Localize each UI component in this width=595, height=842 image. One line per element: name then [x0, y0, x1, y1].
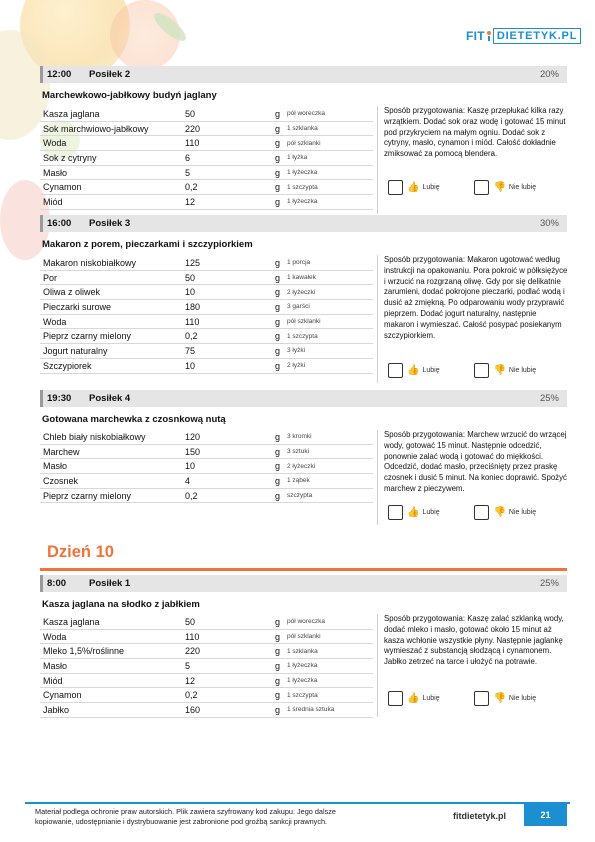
meal-percent: 25% [539, 393, 559, 404]
ingredient-measure: pół woreczka [287, 618, 325, 626]
ingredient-row [40, 166, 373, 181]
ingredient-measure: 1 kawałek [287, 274, 316, 282]
ingredient-row [40, 122, 373, 137]
recipe-title: Makaron z porem, pieczarkami i szczypiorkiem [42, 239, 253, 250]
ingredient-row [40, 615, 373, 630]
ingredient-measure: 1 szczypta [287, 691, 318, 699]
ingredient-unit: g [274, 475, 280, 486]
recipe-title: Kasza jaglana na słodko z jabłkiem [42, 599, 200, 610]
meal-time: 8:00 [47, 578, 67, 589]
meal-name: Posiłek 2 [89, 69, 131, 80]
ingredient-row [40, 630, 373, 645]
ingredient-qty: 12 [185, 196, 196, 207]
ingredient-name: Szczypiorek [43, 360, 92, 371]
ingredient-measure: 1 szklanka [287, 125, 318, 133]
ingredient-qty: 125 [185, 257, 201, 268]
recipe-title: Gotowana marchewka z czosnkową nutą [42, 414, 226, 425]
ingredient-row [40, 300, 373, 315]
meal-header [40, 575, 567, 592]
ingredient-name: Kasza jaglana [43, 108, 100, 119]
dislike-label: Nie lubię [508, 367, 537, 374]
ingredients-table [40, 430, 373, 503]
ingredient-qty: 10 [185, 461, 196, 472]
ingredient-unit: g [274, 196, 280, 207]
ingredient-unit: g [274, 152, 280, 163]
ingredient-name: Sok marchwiowo-jabłkowy [43, 123, 149, 134]
ingredient-row [40, 151, 373, 166]
ingredient-row [40, 474, 373, 489]
day-divider [40, 568, 567, 571]
meal-time: 19:30 [47, 393, 72, 404]
ingredient-measure: 1 łyżeczka [287, 677, 318, 685]
ingredient-name: Masło [43, 167, 68, 178]
ingredient-row [40, 315, 373, 330]
ingredient-name: Woda [43, 316, 67, 327]
ingredient-row [40, 180, 373, 195]
ingredient-measure: 3 kromki [287, 433, 312, 441]
ingredient-name: Chleb biały niskobiałkowy [43, 431, 146, 442]
ingredient-qty: 160 [185, 704, 201, 715]
ingredient-name: Mleko 1,5%/roślinne [43, 646, 125, 657]
ingredient-row [40, 271, 373, 286]
ingredient-row [40, 644, 373, 659]
thumbs-up-icon: 👍 [407, 507, 420, 518]
ingredient-unit: g [274, 123, 280, 134]
ingredient-qty: 180 [185, 301, 201, 312]
ingredient-measure: 2 łyżki [287, 362, 306, 370]
ingredient-name: Marchew [43, 446, 80, 457]
ingredient-unit: g [274, 108, 280, 119]
ingredient-qty: 150 [185, 446, 201, 457]
rating-controls [388, 691, 561, 706]
ingredient-qty: 5 [185, 167, 191, 178]
like-checkbox[interactable] [388, 363, 403, 378]
ingredient-qty: 110 [185, 138, 200, 149]
page-number: 21 [524, 804, 567, 826]
like-checkbox[interactable] [388, 691, 403, 706]
ingredient-unit: g [274, 631, 280, 642]
ingredient-name: Masło [43, 660, 68, 671]
ingredient-qty: 12 [185, 675, 196, 686]
ingredient-measure: 2 łyżeczki [287, 288, 316, 296]
preparation-text: Sposób przygotowania: Makaron ugotować według instrukcji na opakowaniu. Pora pokroić w półksiężyce i wrzucić na rozgrzaną oliwę. Gdy por się delikatnie zarumieni, dodać pokrojone pieczarki, podlać wodą i dusić aż zmiękną. Po odparowaniu wody przyprawić pieprzem. Dodać jogurt naturalny, następnie makaron i wymieszać. Całość posypać posiekanym szczypiorkiem. [377, 255, 568, 383]
ingredient-row [40, 359, 373, 374]
like-checkbox[interactable] [388, 180, 403, 195]
ingredient-name: Woda [43, 138, 67, 149]
ingredient-unit: g [274, 345, 280, 356]
ingredients-table [40, 107, 373, 210]
logo-fit-text: FIT [466, 29, 485, 43]
ingredient-row [40, 256, 373, 271]
ingredient-qty: 50 [185, 108, 196, 119]
ingredient-unit: g [274, 616, 280, 627]
meal-name: Posiłek 1 [89, 578, 131, 589]
logo-dietetyk-text: DIETETYK.PL [493, 28, 581, 44]
ingredient-unit: g [274, 287, 280, 298]
ingredient-name: Czosnek [43, 475, 79, 486]
ingredient-name: Pieczarki surowe [43, 301, 112, 312]
ingredient-name: Jogurt naturalny [43, 345, 108, 356]
ingredient-qty: 0,2 [185, 690, 198, 701]
ingredient-row [40, 195, 373, 210]
dislike-checkbox[interactable] [474, 691, 489, 706]
ingredient-qty: 220 [185, 646, 201, 657]
ingredient-qty: 75 [185, 345, 196, 356]
ingredient-row [40, 107, 373, 122]
ingredient-name: Cynamon [43, 182, 82, 193]
ingredient-qty: 110 [185, 316, 200, 327]
ingredient-qty: 220 [185, 123, 201, 134]
preparation-text: Sposób przygotowania: Marchew wrzucić do wrzącej wody, gotować 15 minut. Następnie odcedzić, ponownie zalać wodą i gotować do miękkości. Odcedzić, dodać masło, przeciśnięty przez praskę czosnek i dusić 5 minut. Na koniec doprawić. Spożyć marchew z pieczywem. [377, 430, 568, 525]
ingredient-measure: 1 łyżeczka [287, 662, 318, 670]
footer-site-link[interactable]: fitdietetyk.pl [453, 811, 507, 821]
ingredient-row [40, 459, 373, 474]
ingredient-row [40, 136, 373, 151]
ingredient-unit: g [274, 316, 280, 327]
ingredient-measure: pół szklanki [287, 633, 321, 641]
ingredient-name: Pieprz czarny mielony [43, 331, 132, 342]
ingredient-measure: 3 łyżki [287, 347, 306, 355]
thumbs-up-icon: 👍 [407, 182, 420, 193]
meal-time: 12:00 [47, 69, 72, 80]
ingredient-unit: g [274, 301, 280, 312]
ingredient-row [40, 674, 373, 689]
preparation-text: Sposób przygotowania: Kaszę zalać szklanką wody, dodać mleko i masło, gotować około 15 minut aż kasza wchłonie wszystkie płyny. Następnie jaglankę wymieszać z substancją słodzącą i cynamonem. Jabłko zetrzeć na tarce i ułożyć na potrawie. [377, 614, 568, 717]
ingredient-measure: 1 łyżeczka [287, 169, 318, 177]
thumbs-up-icon: 👍 [407, 365, 420, 376]
dislike-label: Nie lubię [508, 695, 537, 702]
ingredient-measure: 1 średnia sztuka [287, 706, 335, 714]
thumbs-down-icon: 👎 [493, 182, 506, 193]
rating-controls [388, 180, 561, 195]
thumbs-down-icon: 👎 [493, 365, 506, 376]
ingredient-unit: g [274, 167, 280, 178]
meal-percent: 25% [539, 578, 559, 589]
like-label: Lubię [422, 184, 440, 191]
ingredient-measure: 1 porcja [287, 259, 311, 267]
rating-controls [388, 505, 561, 520]
meal-time: 16:00 [47, 218, 72, 229]
ingredient-unit: g [274, 704, 280, 715]
ingredient-qty: 0,2 [185, 182, 198, 193]
ingredient-measure: 1 łyżeczka [287, 198, 318, 206]
ingredient-name: Sok z cytryny [43, 152, 97, 163]
ingredient-unit: g [274, 660, 280, 671]
dislike-checkbox[interactable] [474, 180, 489, 195]
ingredient-unit: g [274, 690, 280, 701]
ingredients-table [40, 256, 373, 374]
ingredient-unit: g [274, 138, 280, 149]
ingredient-unit: g [274, 446, 280, 457]
ingredient-measure: pół woreczka [287, 110, 325, 118]
dislike-checkbox[interactable] [474, 505, 489, 520]
ingredient-name: Miód [43, 196, 63, 207]
ingredient-unit: g [274, 257, 280, 268]
ingredient-unit: g [274, 331, 280, 342]
meal-name: Posiłek 4 [89, 393, 131, 404]
ingredient-name: Oliwa z oliwek [43, 287, 101, 298]
ingredients-table [40, 615, 373, 718]
ingredient-qty: 50 [185, 616, 196, 627]
ingredient-row [40, 329, 373, 344]
ingredient-measure: 1 ząbek [287, 477, 310, 485]
ingredient-name: Makaron niskobiałkowy [43, 257, 137, 268]
meal-header [40, 66, 567, 83]
ingredient-measure: 1 szczypta [287, 332, 318, 340]
ingredient-unit: g [274, 272, 280, 283]
ingredient-row [40, 688, 373, 703]
ingredient-row [40, 703, 373, 718]
ingredient-row [40, 445, 373, 460]
ingredient-name: Masło [43, 461, 68, 472]
runner-icon [486, 31, 492, 41]
meal-percent: 30% [539, 218, 559, 229]
ingredient-name: Woda [43, 631, 67, 642]
brand-logo[interactable] [466, 28, 581, 44]
ingredient-measure: pół szklanki [287, 139, 321, 147]
dislike-label: Nie lubię [508, 184, 537, 191]
ingredient-row [40, 659, 373, 674]
like-label: Lubię [422, 509, 440, 516]
ingredient-name: Cynamon [43, 690, 82, 701]
meal-header [40, 215, 567, 232]
ingredient-unit: g [274, 431, 280, 442]
ingredient-measure: 1 szczypta [287, 183, 318, 191]
ingredient-name: Miód [43, 675, 63, 686]
ingredient-qty: 120 [185, 431, 201, 442]
ingredient-unit: g [274, 461, 280, 472]
meal-name: Posiłek 3 [89, 218, 131, 229]
copyright-notice: Materiał podlega ochronie praw autorskich. Plik zawiera szyfrowany kod zakupu. Jego dalsze kopiowanie, udostępnianie i dystrybuowanie jest zabronione pod groźbą sankcji prawnych. [35, 807, 336, 826]
like-label: Lubię [422, 695, 440, 702]
ingredient-measure: 1 łyżka [287, 154, 308, 162]
ingredient-measure: 1 szklanka [287, 647, 318, 655]
rating-controls [388, 363, 561, 378]
dislike-label: Nie lubię [508, 509, 537, 516]
like-label: Lubię [422, 367, 440, 374]
day-title: Dzień 10 [47, 543, 114, 561]
thumbs-down-icon: 👎 [493, 507, 506, 518]
ingredient-qty: 5 [185, 660, 191, 671]
ingredient-qty: 110 [185, 631, 200, 642]
ingredient-row [40, 285, 373, 300]
ingredient-qty: 10 [185, 287, 196, 298]
ingredient-unit: g [274, 675, 280, 686]
ingredient-qty: 50 [185, 272, 196, 283]
ingredient-name: Por [43, 272, 58, 283]
ingredient-row [40, 489, 373, 504]
thumbs-up-icon: 👍 [407, 693, 420, 704]
ingredient-measure: 3 sztuki [287, 448, 310, 456]
preparation-text: Sposób przygotowania: Kaszę przepłukać kilka razy wrzątkiem. Dodać sok oraz wodę i gotować 15 minut pod przykryciem na małym ogniu. Dodać sok z cytryny, masło, cynamon i miód. Całość dokładnie zmiksować za pomocą blendera. [377, 106, 568, 214]
recipe-title: Marchewkowo-jabłkowy budyń jaglany [42, 90, 217, 101]
ingredient-row [40, 430, 373, 445]
ingredient-qty: 10 [185, 360, 196, 371]
ingredient-qty: 6 [185, 152, 191, 163]
ingredient-measure: pół szklanki [287, 318, 321, 326]
ingredient-name: Pieprz czarny mielony [43, 490, 132, 501]
ingredient-unit: g [274, 360, 280, 371]
ingredient-measure: szczypta [287, 492, 313, 500]
footer-divider [25, 802, 570, 804]
ingredient-qty: 0,2 [185, 331, 198, 342]
meal-percent: 20% [539, 69, 559, 80]
ingredient-unit: g [274, 182, 280, 193]
ingredient-qty: 4 [185, 475, 191, 486]
ingredient-row [40, 344, 373, 359]
like-checkbox[interactable] [388, 505, 403, 520]
dislike-checkbox[interactable] [474, 363, 489, 378]
ingredient-qty: 0,2 [185, 490, 198, 501]
ingredient-name: Kasza jaglana [43, 616, 100, 627]
ingredient-measure: 2 łyżeczki [287, 462, 316, 470]
ingredient-unit: g [274, 490, 280, 501]
ingredient-measure: 3 garści [287, 303, 310, 311]
ingredient-name: Jabłko [43, 704, 70, 715]
ingredient-unit: g [274, 646, 280, 657]
thumbs-down-icon: 👎 [493, 693, 506, 704]
meal-header [40, 390, 567, 407]
